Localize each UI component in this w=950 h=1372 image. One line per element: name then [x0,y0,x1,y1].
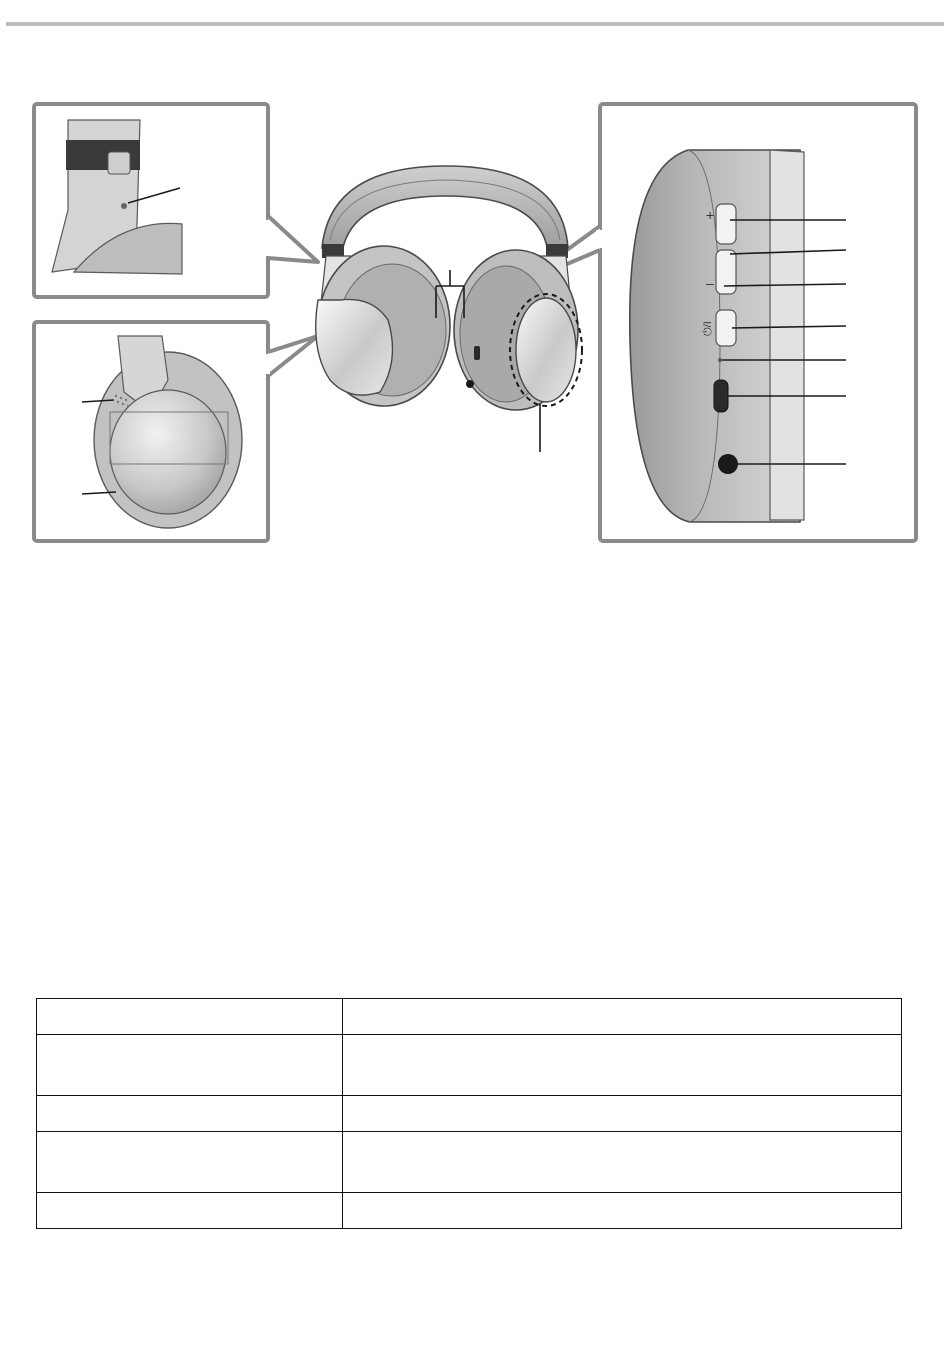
table-cell-value [343,1096,902,1132]
volume-down-button[interactable] [716,250,736,294]
table-cell-label [37,1132,343,1193]
volume-up-button[interactable] [716,204,736,244]
spec-table [36,998,902,1229]
power-symbol: ⏻/I [702,321,714,336]
table-cell-label [37,1193,343,1229]
table-cell-value [343,999,902,1035]
table-cell-value [343,1035,902,1096]
headphones-diagram [0,0,950,560]
table-cell-label [37,1035,343,1096]
table-row [37,1096,902,1132]
headphones-main [316,166,582,452]
table-cell-value [343,1193,902,1229]
table-cell-value [343,1132,902,1193]
volume-down-symbol: – [706,275,714,291]
table-row [37,1132,902,1193]
microphone-hole-icon [121,203,127,209]
usb-c-port-icon [714,380,728,412]
table-cell-label [37,999,343,1035]
table-row [37,1035,902,1096]
detail-panel-left-bottom [34,322,318,541]
detail-panel-left-top [34,104,318,297]
led-indicator-icon [718,358,722,362]
volume-up-symbol: + [706,207,715,223]
table-row [37,1193,902,1229]
table-cell-label [37,1096,343,1132]
table-row [37,999,902,1035]
detail-panel-right [520,104,916,541]
